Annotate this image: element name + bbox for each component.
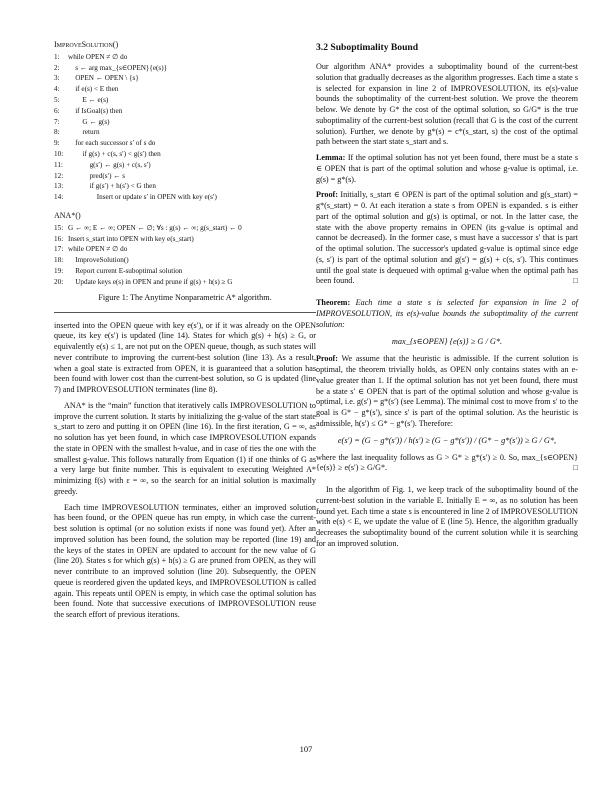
proof-theorem-text: We assume that the heuristic is admissible. If the current solution is optimal, the theorem trivially holds, as OPEN only contains states with an e-value greater than 1. If the optimal solution has not yet been found, there must be a state s′ ∈ OPEN that is part of the optimal solution and whose g-value is optimal, i.e. g(s′) = g*(s′) (see Lemma). The minimal cost to move from s′ to the goal is G* − g*(s′), since s′ is part of the optimal solution. As the heuristic is admissible, h(s′) ≤ G* − g*(s′). Therefore: <box>316 354 579 428</box>
line-text: while OPEN ≠ ∅ do <box>68 52 128 61</box>
improve-line <box>54 149 316 160</box>
lemma-label: Lemma: <box>316 153 346 162</box>
line-text: pred(s′) ← s <box>68 171 126 180</box>
page-number: 107 <box>299 744 313 754</box>
line-number: 2: <box>54 63 60 72</box>
improve-line <box>54 95 316 106</box>
line-number: 1: <box>54 52 60 61</box>
caption-divider <box>54 312 316 313</box>
right-column <box>316 40 578 555</box>
line-text: OPEN ← OPEN \ {s} <box>68 74 139 83</box>
line-text: for each successor s′ of s do <box>68 139 156 148</box>
algorithm-listing <box>54 40 316 288</box>
improve-line <box>54 106 316 117</box>
line-text: if e(s) < E then <box>68 85 119 94</box>
line-number: 5: <box>54 95 60 104</box>
improve-line <box>54 127 316 138</box>
line-text: Report current E-suboptimal solution <box>68 266 183 275</box>
line-text: if IsGoal(s) then <box>68 106 123 115</box>
left-paragraph-1: inserted into the OPEN queue with key e(s′), or if it was already on the OPEN queue, its key e(s′) is updated (line 14). States for which g(s) + h(s) ≥ G, or equivalently e(s) ≤ 1, are not put on the OPEN queue, though, as such states will never contribute to improving the current-best solution (line 13). As a result, when a goal state is extracted from OPEN, it is guaranteed that a solution has been found with lower cost than the current-best solution, so G is updated (line 7) and IMPROVESOLUTION terminates (line 8). <box>54 320 316 395</box>
improve-line <box>54 117 316 128</box>
line-text: if g(s′) + h(s′) < G then <box>68 182 156 191</box>
line-text: Update keys e(s) in OPEN and prune if g(s) + h(s) ≥ G <box>68 277 233 286</box>
line-number: 19: <box>54 266 64 275</box>
theorem-text: Each time a state s is selected for expansion in line 2 of IMPROVESOLUTION, its e(s)-value bounds the suboptimality of the current solution: <box>316 298 578 329</box>
line-number: 18: <box>54 256 64 265</box>
ana-line <box>54 244 316 255</box>
improve-line <box>54 181 316 192</box>
algorithm-lines-ana <box>54 223 316 288</box>
line-number: 7: <box>54 117 60 126</box>
proof-equation: e(s′) = (G − g*(s′)) / h(s′) ≥ (G − g*(s′)) / (G* − g*(s′)) ≥ G / G*, <box>337 435 557 445</box>
line-number: 9: <box>54 139 60 148</box>
left-paragraph-3: Each time IMPROVESOLUTION terminates, either an improved solution has been found, or the OPEN queue has run empty, in which case the current-best solution is optimal (or no solution exists if none was found yet). After an improved solution has been found, the solution may be reported (line 19) and the keys of the states in OPEN are updated to account for the new value of G (line 20). States s for which g(s) + h(s) ≥ G are pruned from OPEN, as they will never contribute to an improved solution (line 20). Subsequently, the OPEN queue is reordered given the updated keys, and IMPROVESOLUTION is called again. This repeats until OPEN is empty, in which case the optimal solution has been found. Note that successive executions of IMPROVESOLUTION reuse the search effort of previous iterations. <box>54 502 316 620</box>
qed-symbol-2: □ <box>573 463 578 473</box>
figure-caption: Figure 1: The Anytime Nonparametric A* algorithm. <box>98 292 272 302</box>
lemma-text: If the optimal solution has not yet been found, there must be a state s ∈ OPEN that is part of the optimal solution and whose g-value is optimal, i.e. g(s) = g*(s). <box>316 153 578 184</box>
left-column <box>54 40 316 626</box>
line-text: G ← g(s) <box>68 117 110 126</box>
proof-lemma-text: Initially, s_start ∈ OPEN is part of the optimal solution and g(s_start) = g*(s_start) = 0. At each iteration a state s from OPEN is expanded. s is either part of the optimal solution and g(s) is optimal, or not. In the latter case, the state with the above property remains in OPEN (its g-value is optimal and cannot be decreased). In the former case, s must have a successor s′ that is part of the optimal solution. The successor's updated g-value is optimal since edge (s, s′) is part of the optimal solution and g(s′) = g(s) + c(s, s′). This continues until the goal state is dequeued with optimal g-value when the optimal path has been found. <box>316 190 578 286</box>
improve-line <box>54 73 316 84</box>
line-text: g(s′) ← g(s) + c(s, s′) <box>68 160 151 169</box>
ana-line <box>54 223 316 234</box>
line-number: 8: <box>54 128 60 137</box>
line-number: 3: <box>54 74 60 83</box>
line-number: 12: <box>54 171 64 180</box>
section-intro: Our algorithm ANA* provides a suboptimality bound of the current-best solution that gradually decreases as the algorithm progresses. Each time a state s is selected for expansion in line 2 of IMPROVESOLUTION, its e(s)-value bounds the suboptimality of the current-best solution. We prove the theorem below. We denote by G* the cost of the optimal solution, so G/G* is the true suboptimality of the current-best solution (recall that G is the cost of the current solution). Further, we denote by g*(s) = c*(s_start, s) the cost of the optimal path between the start state s_start and s. <box>316 62 578 147</box>
line-number: 15: <box>54 223 64 232</box>
left-paragraph-2: ANA* is the “main” function that iteratively calls IMPROVESOLUTION to improve the current solution. It starts by initializing the g-value of the start state s_start to zero and putting it on OPEN (line 16). In the first iteration, G = ∞, as no solution has yet been found, in which case IMPROVESOLUTION expands the state in OPEN with the smallest h-value, and in case of ties the one with the smallest g-value. This follows naturally from Equation (1) if one thinks of G as a very large but finite number. This is equivalent to executing Weighted A* minimizing f(s) with ε = ∞, so the search for an initial solution is maximally greedy. <box>54 400 316 496</box>
theorem <box>316 298 578 330</box>
qed-symbol: □ <box>573 276 578 286</box>
line-text: return <box>68 128 100 137</box>
improve-line <box>54 84 316 95</box>
lemma <box>316 153 578 185</box>
ana-line <box>54 266 316 277</box>
line-number: 4: <box>54 85 60 94</box>
line-number: 10: <box>54 149 64 158</box>
improve-line <box>54 63 316 74</box>
improve-line <box>54 192 316 203</box>
ana-line <box>54 255 316 266</box>
theorem-label: Theorem: <box>316 298 351 307</box>
line-number: 11: <box>54 160 63 169</box>
proof-lemma <box>316 190 578 287</box>
proof-theorem-label: Proof: <box>316 354 338 364</box>
proof-lemma-label: Proof: <box>316 190 338 200</box>
improve-line <box>54 171 316 182</box>
proof-conclusion <box>316 453 578 475</box>
improve-line <box>54 52 316 63</box>
line-number: 17: <box>54 245 64 254</box>
line-number: 13: <box>54 182 64 191</box>
line-text: if g(s) + c(s, s′) < g(s′) then <box>68 149 161 158</box>
proof-conclusion-text: where the last inequality follows as G > G* ≥ g*(s′) ≥ 0. So, max_{s∈OPEN}{e(s)} ≥ e(s′) ≥ G/G*. <box>316 452 578 473</box>
line-text: Insert or update s′ in OPEN with key e(s′) <box>68 193 217 202</box>
line-text: s ← arg max_{s∈OPEN}{e(s)} <box>68 63 168 72</box>
proof-theorem <box>316 354 578 429</box>
algorithm-title-ana: ANA*() <box>54 210 81 220</box>
line-text: E ← e(s) <box>68 95 109 104</box>
ana-line <box>54 277 316 288</box>
line-text: Insert s_start into OPEN with key e(s_start) <box>68 234 194 243</box>
line-number: 16: <box>54 234 64 243</box>
theorem-equation: max_{s∈OPEN} {e(s)} ≥ G / G*. <box>391 337 503 347</box>
algorithm-lines-improve <box>54 52 316 203</box>
line-text: while OPEN ≠ ∅ do <box>68 245 128 254</box>
line-text: G ← ∞; E ← ∞; OPEN ← ∅; ∀s : g(s) ← ∞; g(s_start) ← 0 <box>68 223 242 232</box>
improve-line <box>54 160 316 171</box>
line-number: 14: <box>54 193 64 202</box>
section-title: 3.2 Suboptimality Bound <box>316 42 419 53</box>
line-number: 6: <box>54 106 60 115</box>
line-text: ImproveSolution() <box>68 256 129 265</box>
improve-line <box>54 138 316 149</box>
algorithm-title-improve: ImproveSolution() <box>54 40 119 49</box>
final-paragraph: In the algorithm of Fig. 1, we keep track of the suboptimality bound of the current-best solution in the variable E. Initially E = ∞, as no solution has been found yet. Each time a state s is encountered in line 2 of IMPROVESOLUTION with e(s) < E, we update the value of E (line 5). Hence, the algorithm gradually decreases the suboptimality bound of the current solution while it is searching for an improved solution. <box>316 485 578 548</box>
ana-line <box>54 234 316 245</box>
line-number: 20: <box>54 277 64 286</box>
